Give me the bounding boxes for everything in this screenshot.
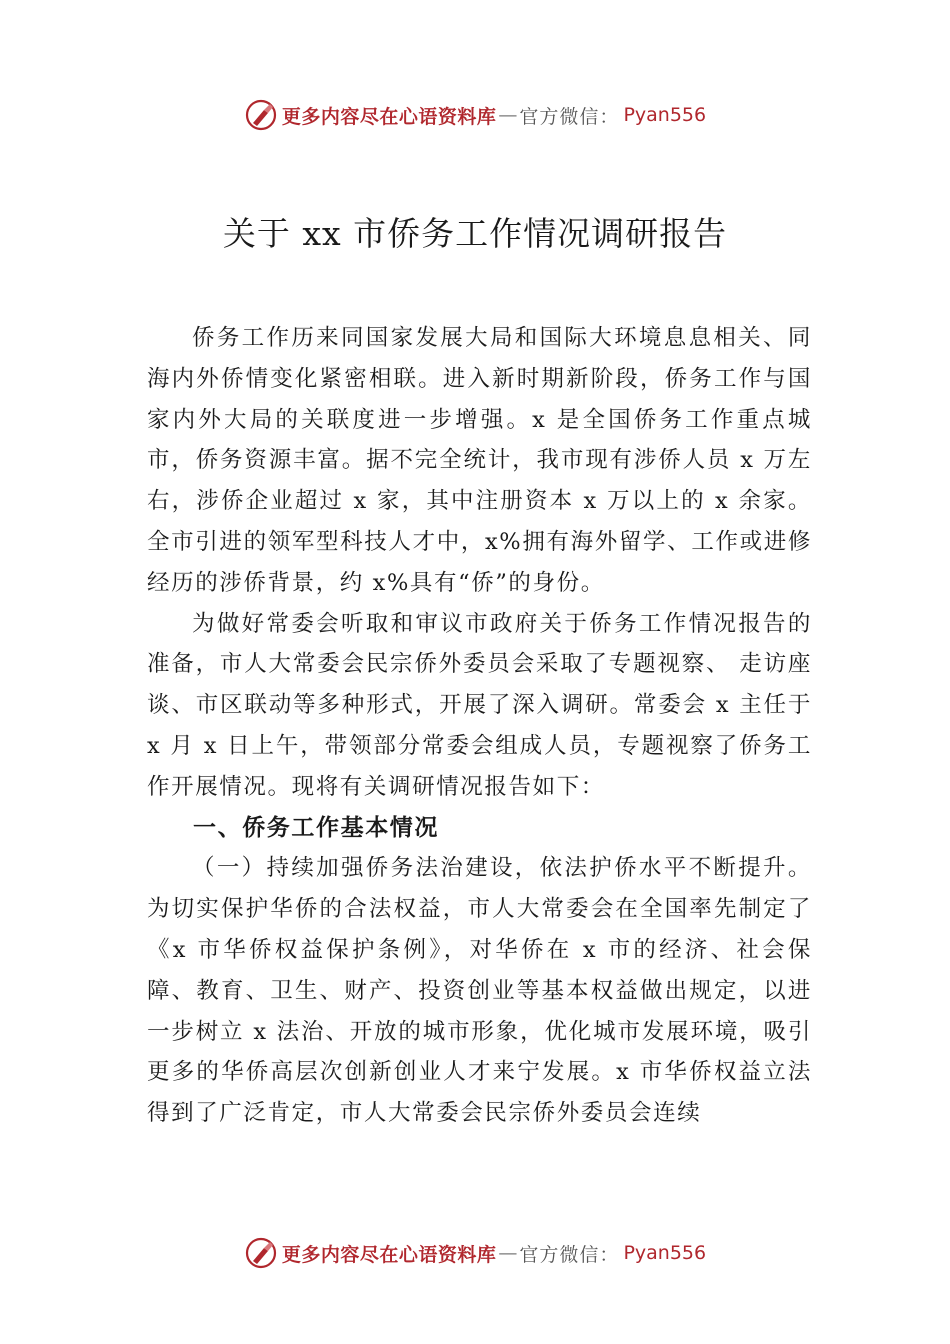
banner-label: 官方微信：: [519, 1243, 620, 1266]
pen-logo-icon: [244, 98, 278, 132]
wechat-id: Pyan556: [623, 1242, 707, 1264]
banner-label: 官方微信：: [519, 105, 620, 128]
header-banner: [0, 95, 950, 135]
paragraph-preparation: 为做好常委会听取和审议市政府关于侨务工作情况报告的准备，市人大常委会民宗侨外委员会采取了专题视察、 走访座谈、市区联动等多种形式，开展了深入调研。常委会 x 主任于 x 月 x 日上午，带领部分常委会组成人员，专题视察了侨务工作开展情况。现将有关调研情况报告如下：: [147, 610, 812, 800]
document-title: 关于 xx 市侨务工作情况调研报告: [222, 214, 728, 253]
document-body: [147, 318, 812, 1134]
section-heading: 一、侨务工作基本情况: [193, 814, 439, 841]
wechat-id: Pyan556: [623, 104, 707, 126]
pen-logo-icon: [244, 1236, 278, 1270]
banner-dash: —: [498, 104, 518, 126]
banner-dash: —: [498, 1242, 518, 1264]
banner-main-text: 更多内容尽在心语资料库: [281, 1243, 497, 1266]
banner-main-text: 更多内容尽在心语资料库: [281, 105, 497, 128]
paragraph-intro: 侨务工作历来同国家发展大局和国际大环境息息相关、同海内外侨情变化紧密相联。进入新时期新阶段，侨务工作与国家内外大局的关联度进一步增强。x 是全国侨务工作重点城市，侨务资源丰富。据不完全统计，我市现有涉侨人员 x 万左右，涉侨企业超过 x 家，其中注册资本 x 万以上的 x 余家。全市引进的领军型科技人才中，x%拥有海外留学、工作或进修经历的涉侨背景，约 x%具有“侨”的身份。: [147, 325, 812, 596]
footer-banner: [0, 1233, 950, 1273]
paragraph-section-1-1: （一）持续加强侨务法治建设，依法护侨水平不断提升。为切实保护华侨的合法权益，市人大常委会在全国率先制定了《x 市华侨权益保护条例》，对华侨在 x 市的经济、社会保障、教育、卫生、财产、投资创业等基本权益做出规定，以进一步树立 x 法治、开放的城市形象，优化城市发展环境，吸引更多的华侨高层次创新创业人才来宁发展。x 市华侨权益立法得到了广泛肯定，市人大常委会民宗侨外委员会连续: [147, 855, 812, 1127]
